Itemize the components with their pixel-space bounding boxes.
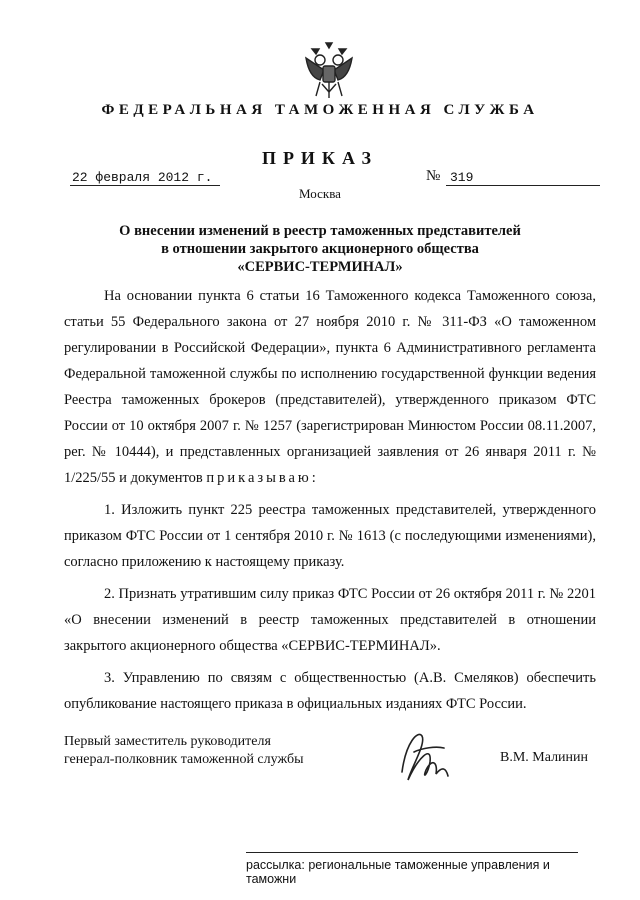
paragraph-preamble — [64, 283, 596, 491]
heading-line-2: в отношении закрытого акционерного общества — [161, 241, 479, 257]
heading-line-3: «СЕРВИС-ТЕРМИНАЛ» — [237, 259, 403, 275]
order-number-label: № — [426, 168, 441, 184]
distribution-list: рассылка: региональные таможенные управления и таможни — [246, 858, 550, 886]
signer-title — [64, 733, 303, 769]
signer-title-line-1: Первый заместитель руководителя — [64, 734, 271, 749]
order-number: 319 — [446, 170, 600, 186]
agency-name: ФЕДЕРАЛЬНАЯ ТАМОЖЕННАЯ СЛУЖБА — [101, 102, 539, 118]
signer-name: В.М. Малинин — [500, 750, 589, 765]
order-date: 22 февраля 2012 г. — [70, 170, 220, 186]
coat-of-arms-icon — [302, 40, 356, 102]
signer-title-line-2: генерал-полковник таможенной службы — [64, 752, 304, 767]
paragraph-item-2: 2. Признать утратившим силу приказ ФТС России от 26 октября 2011 г. № 2201 «О внесении изменений в реестр таможенных представителей в отношении закрытого акционерного общества «СЕРВИС-ТЕРМИНАЛ». — [64, 586, 596, 654]
city: Москва — [299, 186, 341, 201]
paragraph-item-1: 1. Изложить пункт 225 реестра таможенных представителей, утвержденного приказом ФТС России от 1 сентября 2010 г. № 1613 (с последующими изменениями), согласно приложению к настоящему приказу. — [64, 502, 596, 570]
order-body — [64, 283, 596, 723]
heading-line-1: О внесении изменений в реестр таможенных представителей — [119, 223, 521, 239]
document-type: ПРИКАЗ — [261, 148, 379, 168]
handwritten-signature-icon — [392, 722, 462, 794]
distribution-divider — [246, 852, 578, 853]
preamble-text: На основании пункта 6 статьи 16 Таможенного кодекса Таможенного союза, статьи 55 Федерального закона от 27 ноября 2010 г. № 311-ФЗ «О таможенном регулировании в Российской Федерации», пункта 6 Административного регламента Федеральной таможенной службы по исполнению государственной функции ведения Реестра таможенных брокеров (представителей), утвержденного приказом ФТС России от 10 октября 2007 г. № 1257 (зарегистрирован Минюстом России 08.11.2007, рег. № 10444), и представленных организацией заявления от 26 января 2011 г. № 1/225/55 и документов — [64, 288, 596, 486]
paragraph-item-3: 3. Управлению по связям с общественностью (А.В. Смеляков) обеспечить опубликование настоящего приказа в официальных изданиях ФТС России. — [64, 670, 596, 712]
order-verb: приказываю: — [206, 470, 319, 486]
order-heading — [80, 222, 560, 276]
